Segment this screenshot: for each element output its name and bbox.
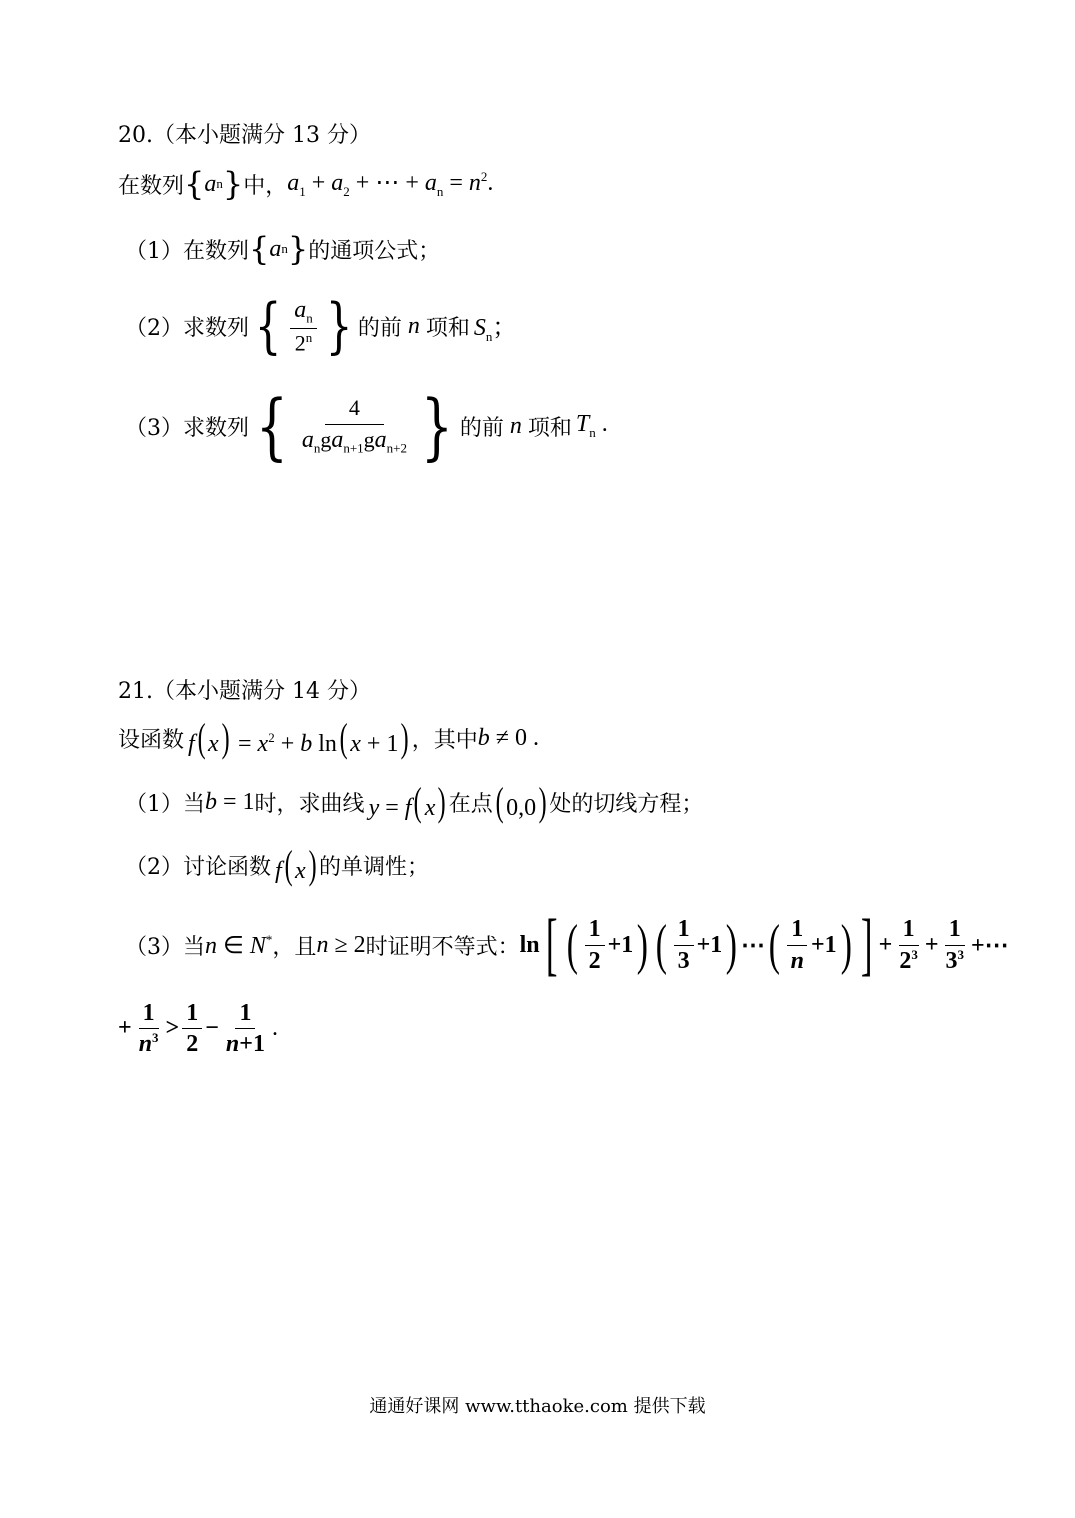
- q21-part1-mid: 时，求曲线: [254, 791, 365, 817]
- q21-header: [0, 674, 1075, 705]
- q20-part3-tail: 的前: [459, 415, 504, 441]
- q20-part2-tail2: 项和: [425, 315, 470, 341]
- q21-part1-tail: 处的切线方程；: [549, 791, 704, 817]
- q21-intro-text: 设函数: [118, 727, 185, 753]
- brace-close: }: [325, 291, 353, 361]
- brace-close: }: [222, 165, 244, 203]
- q20-header: [0, 118, 1075, 149]
- q20-part2: （2）求数列 { $\frac{a_n}{2^n}$ } 的前 n 项和 $S_n$；: [125, 291, 517, 361]
- q20-part2-tail: 的前: [357, 315, 402, 341]
- q20-part1: （1）在数列 { a n } 的通项公式；: [125, 230, 441, 268]
- q20-part3-label: （3）求数列: [125, 415, 249, 441]
- q20-intro-text: 在数列: [118, 173, 185, 199]
- q20-sum-formula: $a_1 + a_2$ + ⋯ + $a_n = n^2$.: [287, 169, 494, 199]
- q21-part3-label: （3）当: [125, 934, 205, 960]
- brace-close: }: [287, 230, 309, 268]
- brace-open: {: [249, 230, 270, 268]
- q21-function-def: f( $x) = x^2 + b$ ln( x + 1): [188, 715, 410, 760]
- q20-part3-fraction: $\frac{4}{a_nga_{n+1}ga_{n+2}}$: [301, 395, 407, 456]
- q20-part2-label: （2）求数列: [125, 315, 249, 341]
- q21-part3: （3）当 n ∈ N* ，且 n ≥ 2 时证明不等式： ln [ ( $\frac{1}{2}$ +1 ) ( $\frac{1}{3}$ +1 ) ⋯ ( $\frac{1}{n}$ +1 ) ] + $\frac{1}{2^3}$ + $\frac{1}{3^3}$ +⋯: [125, 906, 1009, 983]
- q20-part1-tail: 的通项公式；: [308, 238, 441, 264]
- q20-part3-tail2: 项和: [527, 415, 572, 441]
- q20-header-text: 20.（本小题满分 13 分）: [118, 123, 371, 148]
- q21-inequality-part2: + $\frac{1}{n^3}$ > $\frac{1}{2}$ − $\frac{1}{n+1}$ .: [118, 1000, 278, 1058]
- q20-intro: 在数列 { a n } 中， $a_1 + a_2$ + ⋯ + $a_n = n^2$.: [118, 165, 494, 203]
- q21-inequality-part1: ln [ ( $\frac{1}{2}$ +1 ) ( $\frac{1}{3}$ +1 ) ⋯ ( $\frac{1}{n}$ +1 ) ] + $\frac{1}{2^3}$ + $\frac{1}{3^3}$ +⋯: [519, 906, 1009, 983]
- brace-open: {: [255, 384, 288, 468]
- q20-intro-mid: 中，: [243, 173, 288, 199]
- q21-part1: （1）当 b = 1 时，求曲线 y = f( x) 在点 ( 0,0) 处的切线方程；: [125, 779, 704, 824]
- q21-part3-mid: ，且: [272, 934, 317, 960]
- brace-open: {: [184, 165, 205, 203]
- q21-part3-continued: [0, 1000, 1075, 1058]
- q20-part2-fraction: $\frac{a_n}{2^n}$: [290, 297, 317, 355]
- q21-part1-label: （1）当: [125, 791, 205, 817]
- brace-open: {: [254, 291, 282, 361]
- q21-part2: （2）讨论函数 f( x) 的单调性；: [125, 842, 429, 887]
- brace-close: }: [420, 384, 453, 468]
- q21-intro-mid: ，其中: [411, 727, 478, 753]
- q20-part3-numerator: 4: [325, 396, 384, 425]
- q21-part2-tail: 的单调性；: [318, 854, 429, 880]
- page-footer: 通通好课网 www.tthaoke.com 提供下载: [369, 1396, 706, 1417]
- q21-header-text: 21.（本小题满分 14 分）: [118, 679, 371, 704]
- q20-part3: （3）求数列 { $\frac{4}{a_nga_{n+1}ga_{n+2}}$ } 的前 n 项和 $T_n$ .: [125, 384, 608, 468]
- q20-part1-label: （1）在数列: [125, 238, 249, 264]
- q21-part2-label: （2）讨论函数: [125, 854, 271, 880]
- q21-part3-mid2: 时证明不等式：: [365, 934, 520, 960]
- q21-intro: 设函数 f( $x) = x^2 + b$ ln( x + 1) ，其中 b ≠ 0 .: [118, 715, 539, 760]
- q21-part1-mid2: 在点: [448, 791, 493, 817]
